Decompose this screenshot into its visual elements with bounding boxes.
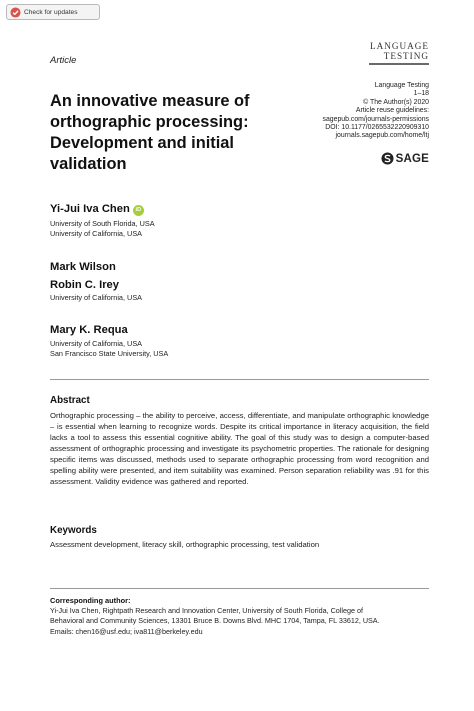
section-divider — [50, 379, 429, 380]
orcid-icon[interactable]: iD — [133, 205, 144, 216]
journal-logo-line1: LANGUAGE — [369, 41, 429, 51]
author-name: Mary K. Requa — [50, 324, 128, 336]
journal-logo-line2: TESTING — [383, 51, 429, 61]
meta-journal: Language Testing — [374, 82, 429, 89]
corresponding-author-heading: Corresponding author: — [50, 596, 131, 605]
meta-journal-home-link[interactable]: journals.sagepub.com/home/ltj — [335, 132, 429, 140]
affiliation-line: San Francisco State University, USA — [50, 349, 169, 358]
journal-logo-underline — [369, 63, 429, 65]
check-for-updates-label: Check for updates — [24, 8, 78, 16]
meta-copyright: © The Author(s) 2020 — [363, 98, 429, 106]
affiliation-line: University of South Florida, USA — [50, 219, 155, 228]
author-name: Robin C. Irey — [50, 279, 119, 291]
author-name — [50, 203, 144, 216]
meta-reuse-label: Article reuse guidelines: — [355, 107, 429, 115]
publisher-name: SAGE — [395, 152, 429, 165]
abstract-heading: Abstract — [50, 395, 90, 406]
author-name: Mark Wilson — [50, 261, 116, 273]
keywords-text: Assessment development, literacy skill, orthographic processing, test validation — [50, 540, 320, 549]
meta-permissions-link[interactable]: sagepub.com/journals-permissions — [322, 115, 429, 123]
affiliation-line: University of California, USA — [50, 339, 143, 348]
journal-logo — [369, 41, 429, 65]
check-updates-icon — [10, 7, 21, 18]
sage-mark-icon — [381, 152, 394, 165]
abstract-text: Orthographic processing – the ability to perceive, access, differentiate, and manipulate orthographic knowledge – is essential when learning to recognize words. Despite its critical importance in literacy acquisition, the field lacks a tool to assess this essential cognitive ability. The goal of this study was to design a computer-based assessment of orthographic processing and investigate its psychometric properties. The rationale for designing specific items was discussed, methods used to separate orthographic processing from word recognition and spelling ability were presented, and item suitability was examined. Person separation reliability was .91 for this assessment. Validity evidence was gathered and reported. — [50, 411, 429, 486]
affiliation-line: University of California, USA — [50, 293, 143, 302]
author-affiliation — [50, 339, 168, 359]
meta-doi-link[interactable]: DOI: 10.1177/0265532220909310 — [325, 124, 429, 132]
footer-divider — [50, 588, 429, 589]
check-for-updates-button[interactable] — [6, 4, 100, 20]
affiliation-line: University of California, USA — [50, 229, 143, 238]
corresponding-author-details — [50, 606, 429, 637]
corresponding-emails[interactable]: Emails: chen16@usf.edu; iva811@berkeley.edu — [50, 626, 203, 636]
keywords-heading: Keywords — [50, 525, 97, 536]
article-metadata — [323, 82, 429, 141]
paper-title: An innovative measure of orthographic processing: Development and initial validation — [50, 92, 250, 173]
author-affiliation — [50, 219, 155, 239]
author-affiliation — [50, 293, 142, 303]
meta-pages: 1–18 — [413, 90, 429, 98]
sage-logo — [381, 152, 429, 165]
article-type-label: Article — [50, 55, 77, 66]
author-name-text: Yi-Jui Iva Chen — [50, 203, 130, 215]
corresponding-line: Yi-Jui Iva Chen, Rightpath Research and Innovation Center, University of South Florida, College of — [50, 606, 363, 615]
corresponding-line: Behavioral and Community Sciences, 13301 Bruce B. Downs Blvd. MHC 1704, Tampa, FL 33612, USA. — [50, 616, 380, 626]
